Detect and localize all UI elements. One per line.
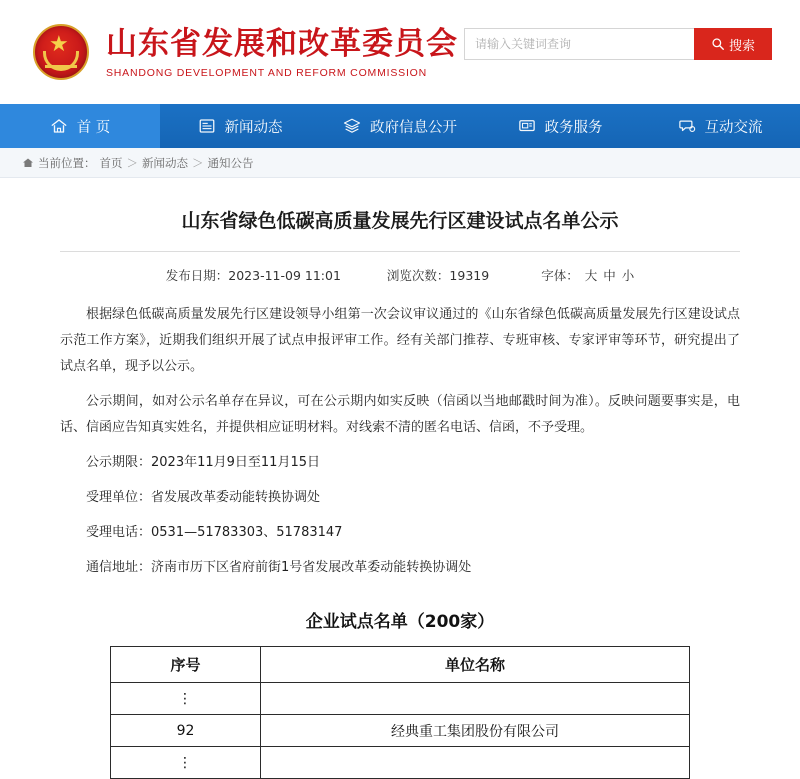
national-emblem-icon: ★ <box>30 21 92 83</box>
breadcrumb-prefix: 当前位置： <box>38 155 96 170</box>
nav-label-news: 新闻动态 <box>224 119 283 136</box>
search-button-label: 搜索 <box>728 38 755 54</box>
table-cell-name <box>261 683 690 715</box>
home-icon <box>50 117 68 135</box>
site-header <box>0 0 800 104</box>
table-row <box>111 683 690 715</box>
nav-item-home[interactable] <box>0 104 160 148</box>
table-row <box>111 715 690 747</box>
article-paragraph: 根据绿色低碳高质量发展先行区建设领导小组第一次会议审议通过的《山东省绿色低碳高质量发展先行区建设试点示范工作方案》，近期我们组织开展了试点申报评审工作。经有关部门推荐、专班审核、专家评审等环节，研究提出了试点名单，现予以公示。 <box>60 307 740 374</box>
fontsize-group <box>535 266 634 284</box>
main-nav <box>0 104 800 148</box>
fontsize-medium[interactable]: 中 <box>603 268 616 283</box>
nav-label-government-info: 政府信息公开 <box>370 119 457 136</box>
article-paragraph: 公示期间，如对公示名单存在异议，可在公示期内如实反映（信函以当地邮戳时间为准）。反映问题要事实是，电话、信函应告知真实姓名，并提供相应证明材料。对线索不清的匿名电话、信函，不予受理。 <box>60 394 740 435</box>
table-header-row <box>111 647 690 683</box>
table-row <box>111 747 690 779</box>
service-icon <box>518 117 536 135</box>
table-cell-no: ⋮ <box>111 683 261 715</box>
views-value: 19319 <box>449 268 490 283</box>
breadcrumb-item-notice[interactable]: 通知公告 <box>207 155 254 170</box>
table-cell-name: 经典重工集团股份有限公司 <box>261 715 690 747</box>
publish-date-group <box>166 266 341 284</box>
table-header-no: 序号 <box>111 647 261 683</box>
layers-icon <box>343 117 361 135</box>
news-icon <box>198 117 216 135</box>
article-paragraph: 通信地址：济南市历下区省府前街1号省发展改革委动能转换协调处 <box>86 560 472 575</box>
pilot-list-table <box>110 646 690 779</box>
nav-label-services: 政务服务 <box>544 119 603 136</box>
breadcrumb-separator-1: ＞ <box>126 155 138 170</box>
nav-item-interaction[interactable] <box>640 104 800 148</box>
article-body <box>60 302 740 581</box>
table-header-name: 单位名称 <box>261 647 690 683</box>
article-paragraph: 公示期限：2023年11月9日至11月15日 <box>86 455 320 470</box>
home-small-icon <box>22 157 34 169</box>
search-input[interactable] <box>464 28 694 60</box>
table-cell-no: ⋮ <box>111 747 261 779</box>
article-meta <box>60 266 740 284</box>
views-group <box>387 266 489 284</box>
nav-item-government-info[interactable] <box>320 104 480 148</box>
article-paragraph: 受理电话：0531—51783303、51783147 <box>86 525 343 540</box>
breadcrumb <box>0 148 800 178</box>
article-page <box>0 206 800 779</box>
nav-item-services[interactable] <box>480 104 640 148</box>
views-label: 浏览次数： <box>386 268 450 283</box>
table-cell-no: 92 <box>111 715 261 747</box>
search-box <box>464 28 772 60</box>
nav-item-news[interactable] <box>160 104 320 148</box>
search-icon <box>711 37 725 51</box>
breadcrumb-separator-2: ＞ <box>192 155 204 170</box>
site-title-block <box>106 26 458 79</box>
page-title: 山东省绿色低碳高质量发展先行区建设试点名单公示 <box>181 210 619 232</box>
site-title-cn: 山东省发展和改革委员会 <box>106 25 458 62</box>
breadcrumb-item-news[interactable]: 新闻动态 <box>142 155 188 170</box>
fontsize-small[interactable]: 小 <box>621 268 635 283</box>
search-button[interactable] <box>694 28 772 60</box>
list-title: 企业试点名单（200家） <box>305 612 495 632</box>
fontsize-label: 字体： <box>541 268 579 283</box>
nav-label-home: 首 页 <box>76 119 111 136</box>
table-cell-name <box>261 747 690 779</box>
chat-icon <box>678 117 696 135</box>
publish-date-value: 2023-11-09 11:01 <box>228 268 341 283</box>
title-divider <box>60 251 740 252</box>
breadcrumb-item-home[interactable]: 首页 <box>99 155 123 170</box>
nav-label-interaction: 互动交流 <box>704 119 763 136</box>
article-paragraph: 受理单位：省发展改革委动能转换协调处 <box>86 490 321 505</box>
fontsize-large[interactable]: 大 <box>584 268 598 283</box>
publish-date-label: 发布日期： <box>165 268 229 283</box>
site-title-en: SHANDONG DEVELOPMENT AND REFORM COMMISSION <box>106 66 428 79</box>
